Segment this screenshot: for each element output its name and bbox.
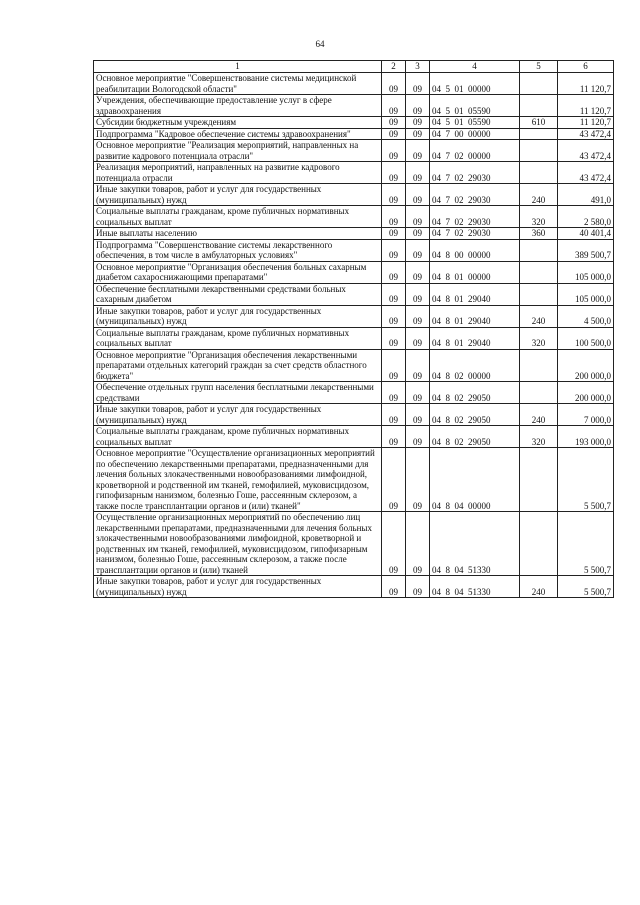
row-section-code: 09 bbox=[382, 512, 406, 576]
row-section-code: 09 bbox=[382, 184, 406, 206]
row-target-code: 04 8 01 00000 bbox=[430, 261, 520, 283]
row-amount: 43 472,4 bbox=[558, 162, 614, 184]
row-target-code: 04 8 02 00000 bbox=[430, 349, 520, 382]
row-target-code: 04 5 01 00000 bbox=[430, 73, 520, 95]
row-amount: 4 500,0 bbox=[558, 305, 614, 327]
row-section-code: 09 bbox=[382, 228, 406, 240]
row-expense-type: 240 bbox=[520, 184, 558, 206]
table-row bbox=[94, 261, 614, 283]
row-name: Основное мероприятие "Организация обеспечения лекарственными препаратами отдельных категорий граждан за счет средств областного бюджета" bbox=[94, 349, 382, 382]
row-expense-type bbox=[520, 261, 558, 283]
row-target-code: 04 8 01 29040 bbox=[430, 283, 520, 305]
row-target-code: 04 8 02 29050 bbox=[430, 404, 520, 426]
row-target-code: 04 7 02 29030 bbox=[430, 162, 520, 184]
row-subsection-code: 09 bbox=[406, 448, 430, 512]
row-target-code: 04 8 01 29040 bbox=[430, 305, 520, 327]
row-expense-type bbox=[520, 128, 558, 140]
row-amount: 200 000,0 bbox=[558, 382, 614, 404]
table-row bbox=[94, 228, 614, 240]
row-section-code: 09 bbox=[382, 73, 406, 95]
row-name: Иные закупки товаров, работ и услуг для государственных (муниципальных) нужд bbox=[94, 305, 382, 327]
row-expense-type bbox=[520, 283, 558, 305]
row-expense-type: 610 bbox=[520, 117, 558, 129]
row-expense-type: 240 bbox=[520, 404, 558, 426]
header-cell: 4 bbox=[430, 61, 520, 73]
header-cell: 1 bbox=[94, 61, 382, 73]
row-target-code: 04 8 04 51330 bbox=[430, 576, 520, 598]
table-row bbox=[94, 512, 614, 576]
row-section-code: 09 bbox=[382, 261, 406, 283]
row-name: Основное мероприятие "Организация обеспечения больных сахарным диабетом сахароснижающими препаратами" bbox=[94, 261, 382, 283]
row-name: Социальные выплаты гражданам, кроме публичных нормативных социальных выплат bbox=[94, 206, 382, 228]
table-row bbox=[94, 305, 614, 327]
row-target-code: 04 7 02 29030 bbox=[430, 184, 520, 206]
header-cell: 2 bbox=[382, 61, 406, 73]
row-subsection-code: 09 bbox=[406, 404, 430, 426]
row-name: Социальные выплаты гражданам, кроме публичных нормативных социальных выплат bbox=[94, 327, 382, 349]
table-row bbox=[94, 73, 614, 95]
row-subsection-code: 09 bbox=[406, 140, 430, 162]
row-section-code: 09 bbox=[382, 128, 406, 140]
row-amount: 7 000,0 bbox=[558, 404, 614, 426]
table-row bbox=[94, 206, 614, 228]
row-section-code: 09 bbox=[382, 576, 406, 598]
row-amount: 11 120,7 bbox=[558, 95, 614, 117]
row-expense-type bbox=[520, 239, 558, 261]
row-amount: 100 500,0 bbox=[558, 327, 614, 349]
row-target-code: 04 8 01 29040 bbox=[430, 327, 520, 349]
row-expense-type bbox=[520, 512, 558, 576]
row-target-code: 04 8 00 00000 bbox=[430, 239, 520, 261]
row-subsection-code: 09 bbox=[406, 184, 430, 206]
row-name: Подпрограмма "Совершенствование системы лекарственного обеспечения, в том числе в амбулаторных условиях" bbox=[94, 239, 382, 261]
table-row bbox=[94, 448, 614, 512]
row-target-code: 04 8 02 29050 bbox=[430, 426, 520, 448]
budget-table bbox=[93, 60, 614, 598]
row-target-code: 04 8 04 00000 bbox=[430, 448, 520, 512]
table-row bbox=[94, 184, 614, 206]
row-expense-type bbox=[520, 349, 558, 382]
row-name: Основное мероприятие "Реализация мероприятий, направленных на развитие кадрового потенциала отрасли" bbox=[94, 140, 382, 162]
table-row bbox=[94, 349, 614, 382]
table-row bbox=[94, 140, 614, 162]
page-number: 64 bbox=[315, 39, 325, 49]
row-target-code: 04 7 02 29030 bbox=[430, 228, 520, 240]
row-section-code: 09 bbox=[382, 206, 406, 228]
table-row bbox=[94, 382, 614, 404]
row-subsection-code: 09 bbox=[406, 239, 430, 261]
row-target-code: 04 7 00 00000 bbox=[430, 128, 520, 140]
row-expense-type bbox=[520, 382, 558, 404]
row-amount: 200 000,0 bbox=[558, 349, 614, 382]
row-subsection-code: 09 bbox=[406, 283, 430, 305]
row-name: Обеспечение отдельных групп населения бесплатными лекарственными средствами bbox=[94, 382, 382, 404]
row-section-code: 09 bbox=[382, 140, 406, 162]
header-row bbox=[94, 61, 614, 73]
row-subsection-code: 09 bbox=[406, 382, 430, 404]
row-section-code: 09 bbox=[382, 239, 406, 261]
row-section-code: 09 bbox=[382, 162, 406, 184]
row-subsection-code: 09 bbox=[406, 305, 430, 327]
row-section-code: 09 bbox=[382, 448, 406, 512]
row-name: Иные закупки товаров, работ и услуг для государственных (муниципальных) нужд bbox=[94, 184, 382, 206]
row-expense-type bbox=[520, 73, 558, 95]
header-cell: 5 bbox=[520, 61, 558, 73]
row-name: Субсидии бюджетным учреждениям bbox=[94, 117, 382, 129]
table-row bbox=[94, 576, 614, 598]
row-amount: 5 500,7 bbox=[558, 448, 614, 512]
row-expense-type: 360 bbox=[520, 228, 558, 240]
row-expense-type: 320 bbox=[520, 426, 558, 448]
row-name: Иные закупки товаров, работ и услуг для государственных (муниципальных) нужд bbox=[94, 404, 382, 426]
table-row bbox=[94, 404, 614, 426]
row-subsection-code: 09 bbox=[406, 349, 430, 382]
row-expense-type bbox=[520, 95, 558, 117]
row-target-code: 04 7 02 00000 bbox=[430, 140, 520, 162]
header-cell: 3 bbox=[406, 61, 430, 73]
row-subsection-code: 09 bbox=[406, 206, 430, 228]
row-expense-type: 320 bbox=[520, 206, 558, 228]
row-name: Реализация мероприятий, направленных на развитие кадрового потенциала отрасли bbox=[94, 162, 382, 184]
row-amount: 389 500,7 bbox=[558, 239, 614, 261]
row-subsection-code: 09 bbox=[406, 327, 430, 349]
row-amount: 105 000,0 bbox=[558, 283, 614, 305]
row-expense-type bbox=[520, 162, 558, 184]
row-section-code: 09 bbox=[382, 283, 406, 305]
row-section-code: 09 bbox=[382, 305, 406, 327]
row-target-code: 04 7 02 29030 bbox=[430, 206, 520, 228]
row-section-code: 09 bbox=[382, 382, 406, 404]
row-subsection-code: 09 bbox=[406, 261, 430, 283]
table-row bbox=[94, 327, 614, 349]
row-subsection-code: 09 bbox=[406, 576, 430, 598]
row-amount: 43 472,4 bbox=[558, 128, 614, 140]
row-section-code: 09 bbox=[382, 349, 406, 382]
row-subsection-code: 09 bbox=[406, 95, 430, 117]
row-amount: 491,0 bbox=[558, 184, 614, 206]
row-subsection-code: 09 bbox=[406, 426, 430, 448]
table-row bbox=[94, 95, 614, 117]
row-name: Осуществление организационных мероприятий по обеспечению лиц лекарственными препаратами, предназначенными для лечения больных злокачественными новообразованиями лимфоидной, кроветворной и родственных им тканей, гемофилией, муковисцидозом, гипофизарным нанизмом, болезнью Гоше, рассеянным склерозом, а также после трансплантации органов и (или) тканей bbox=[94, 512, 382, 576]
table-row bbox=[94, 128, 614, 140]
table-row bbox=[94, 426, 614, 448]
row-name: Подпрограмма "Кадровое обеспечение системы здравоохранения" bbox=[94, 128, 382, 140]
row-target-code: 04 8 02 29050 bbox=[430, 382, 520, 404]
row-name: Иные выплаты населению bbox=[94, 228, 382, 240]
row-amount: 11 120,7 bbox=[558, 117, 614, 129]
row-name: Основное мероприятие "Совершенствование системы медицинской реабилитации Вологодской области" bbox=[94, 73, 382, 95]
row-target-code: 04 5 01 05590 bbox=[430, 117, 520, 129]
row-name: Учреждения, обеспечивающие предоставление услуг в сфере здравоохранения bbox=[94, 95, 382, 117]
row-name: Обеспечение бесплатными лекарственными средствами больных сахарным диабетом bbox=[94, 283, 382, 305]
row-amount: 43 472,4 bbox=[558, 140, 614, 162]
row-expense-type: 240 bbox=[520, 576, 558, 598]
row-subsection-code: 09 bbox=[406, 128, 430, 140]
row-subsection-code: 09 bbox=[406, 73, 430, 95]
row-amount: 2 580,0 bbox=[558, 206, 614, 228]
row-target-code: 04 8 04 51330 bbox=[430, 512, 520, 576]
table-row bbox=[94, 117, 614, 129]
row-section-code: 09 bbox=[382, 426, 406, 448]
row-section-code: 09 bbox=[382, 404, 406, 426]
row-expense-type: 320 bbox=[520, 327, 558, 349]
row-section-code: 09 bbox=[382, 117, 406, 129]
row-expense-type bbox=[520, 448, 558, 512]
row-amount: 105 000,0 bbox=[558, 261, 614, 283]
row-name: Основное мероприятие "Осуществление организационных мероприятий по обеспечению лекарственными препаратами, предназначенными для лечения больных злокачественными новообразованиями лимфоидной, кроветворной и родственной им тканей, гемофилией, муковисцидозом, гипофизарным нанизмом, болезнью Гоше, рассеянным склерозом, а также после трансплантации органов и (или) тканей" bbox=[94, 448, 382, 512]
row-expense-type bbox=[520, 140, 558, 162]
row-section-code: 09 bbox=[382, 327, 406, 349]
row-expense-type: 240 bbox=[520, 305, 558, 327]
row-name: Социальные выплаты гражданам, кроме публичных нормативных социальных выплат bbox=[94, 426, 382, 448]
row-amount: 11 120,7 bbox=[558, 73, 614, 95]
row-subsection-code: 09 bbox=[406, 117, 430, 129]
row-amount: 5 500,7 bbox=[558, 512, 614, 576]
row-subsection-code: 09 bbox=[406, 162, 430, 184]
table-row bbox=[94, 239, 614, 261]
row-name: Иные закупки товаров, работ и услуг для государственных (муниципальных) нужд bbox=[94, 576, 382, 598]
header-cell: 6 bbox=[558, 61, 614, 73]
row-subsection-code: 09 bbox=[406, 228, 430, 240]
table-row bbox=[94, 283, 614, 305]
row-amount: 5 500,7 bbox=[558, 576, 614, 598]
table-row bbox=[94, 162, 614, 184]
row-amount: 193 000,0 bbox=[558, 426, 614, 448]
row-section-code: 09 bbox=[382, 95, 406, 117]
row-target-code: 04 5 01 05590 bbox=[430, 95, 520, 117]
row-subsection-code: 09 bbox=[406, 512, 430, 576]
row-amount: 40 401,4 bbox=[558, 228, 614, 240]
